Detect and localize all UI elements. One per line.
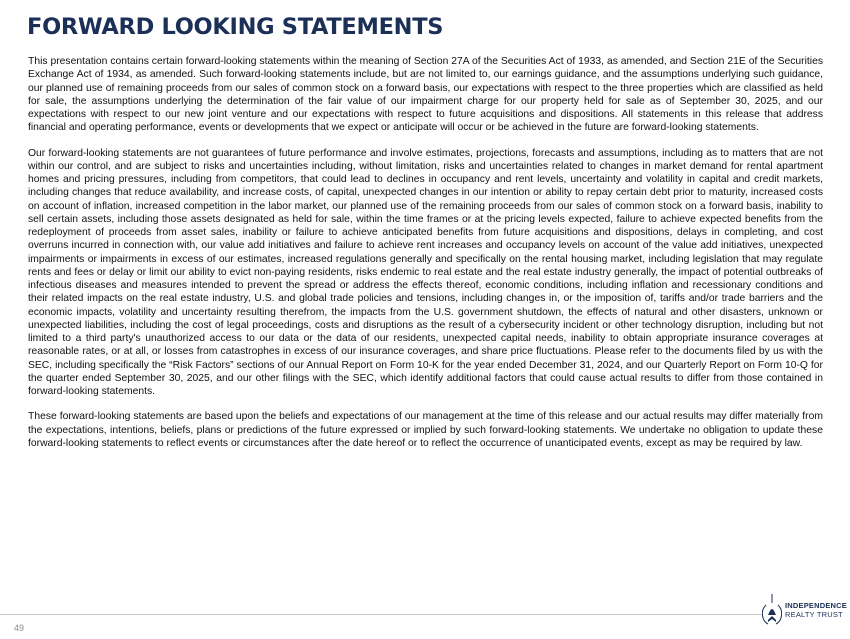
statement-body [28, 55, 823, 462]
page-title: FORWARD LOOKING STATEMENTS [27, 14, 444, 40]
liberty-bell-icon [762, 593, 782, 627]
paragraph-disclaimer: These forward-looking statements are based upon the beliefs and expectations of our management at the time of this release and our actual results may differ materially from the expectations, intentions, beliefs, plans or predictions of the future expressed or implied by such forward-looking statements. We undertake no obligation to update these forward-looking statements to reflect events or circumstances after the date hereof or to reflect the occurrence of unanticipated events, except as may be required by law. [28, 411, 823, 449]
paragraph-intro: This presentation contains certain forward-looking statements within the meaning of Section 27A of the Securities Act of 1933, as amended, and Section 21E of the Securities Exchange Act of 1934, as amended. Such forward-looking statements include, but are not limited to, our earnings guidance, and the assumptions underlying such guidance, our planned use of remaining proceeds from our sales of common stock on a forward basis, our expectations with respect to the three properties which are classified as held for sale, the assumptions underlying the determination of the fair value of our impairment charge for our property held for sale as of September 30, 2025, and our expectations with respect to our new joint venture and our expectations with respect to future acquisitions and dispositions. All statements in this release that address financial and operating performance, events or developments that we expect or anticipate will occur or be achieved in the future are forward-looking statements. [28, 56, 823, 134]
logo-line-2: REALTY TRUST [785, 610, 843, 619]
logo-line-1: INDEPENDENCE [785, 601, 847, 610]
company-logo [762, 593, 847, 627]
page-number: 49 [14, 623, 25, 633]
footer-divider [0, 614, 762, 615]
paragraph-risks: Our forward-looking statements are not guarantees of future performance and involve estimates, projections, forecasts and assumptions, including as to matters that are not within our control, and are subject to risks and uncertainties including, without limitation, risks and uncertainties related to changes in market demand for rental apartment homes and pricing pressures, including from competitors, that could lead to declines in occupancy and rent levels, uncertainty and volatility in capital and credit markets, including changes that reduce availability, and increase costs, of capital, unexpected changes in our intention or ability to repay certain debt prior to maturity, increased costs on account of inflation, increased competition in the labor market, our planned use of the remaining proceeds from our sales of common stock on a forward basis, inability to sell certain assets, including those assets designated as held for sale, within the time frames or at the pricing levels expected, failure to achieve expected benefits from the redeployment of proceeds from asset sales, inability or failure to achieve anticipated benefits from future acquisitions and dispositions, delays in completing, and cost overruns incurred in connection with, our value add initiatives and failure to achieve rent increases and occupancy levels on account of the value add initiatives, unexpected impairments or impairments in excess of our estimates, increased regulations generally and specifically on the rental housing market, including legislation that may regulate rents and fees or delay or limit our ability to evict non-paying residents, risks endemic to real estate and the real estate industry generally, the impact of potential outbreaks of infectious diseases and measures intended to prevent the spread or address the effects thereof, economic conditions, including inflation and recessionary conditions and their related impacts on the real estate industry, U.S. and global trade policies and tensions, including changes in, or the imposition of, tariffs and/or trade barriers and the economic impacts, volatility and uncertainty resulting therefrom, the impacts from the U.S. government shutdown, the effects of natural and other disasters, unknown or unexpected liabilities, including the cost of legal proceedings, costs and disruptions as the result of a cybersecurity incident or other technology disruption, including but not limited to a third party's unauthorized access to our data or the data of our residents, unexpected capital needs, inability to obtain appropriate insurance coverages at reasonable rates, or at all, or losses from catastrophes in excess of our insurance coverages, and share price fluctuations. Please refer to the documents filed by us with the SEC, including specifically the “Risk Factors” sections of our Annual Report on Form 10-K for the year ended December 31, 2024, and our Quarterly Report on Form 10-Q for the quarter ended September 30, 2025, and our other filings with the SEC, which identify additional factors that could cause actual results to differ from those contained in forward-looking statements. [28, 147, 823, 397]
